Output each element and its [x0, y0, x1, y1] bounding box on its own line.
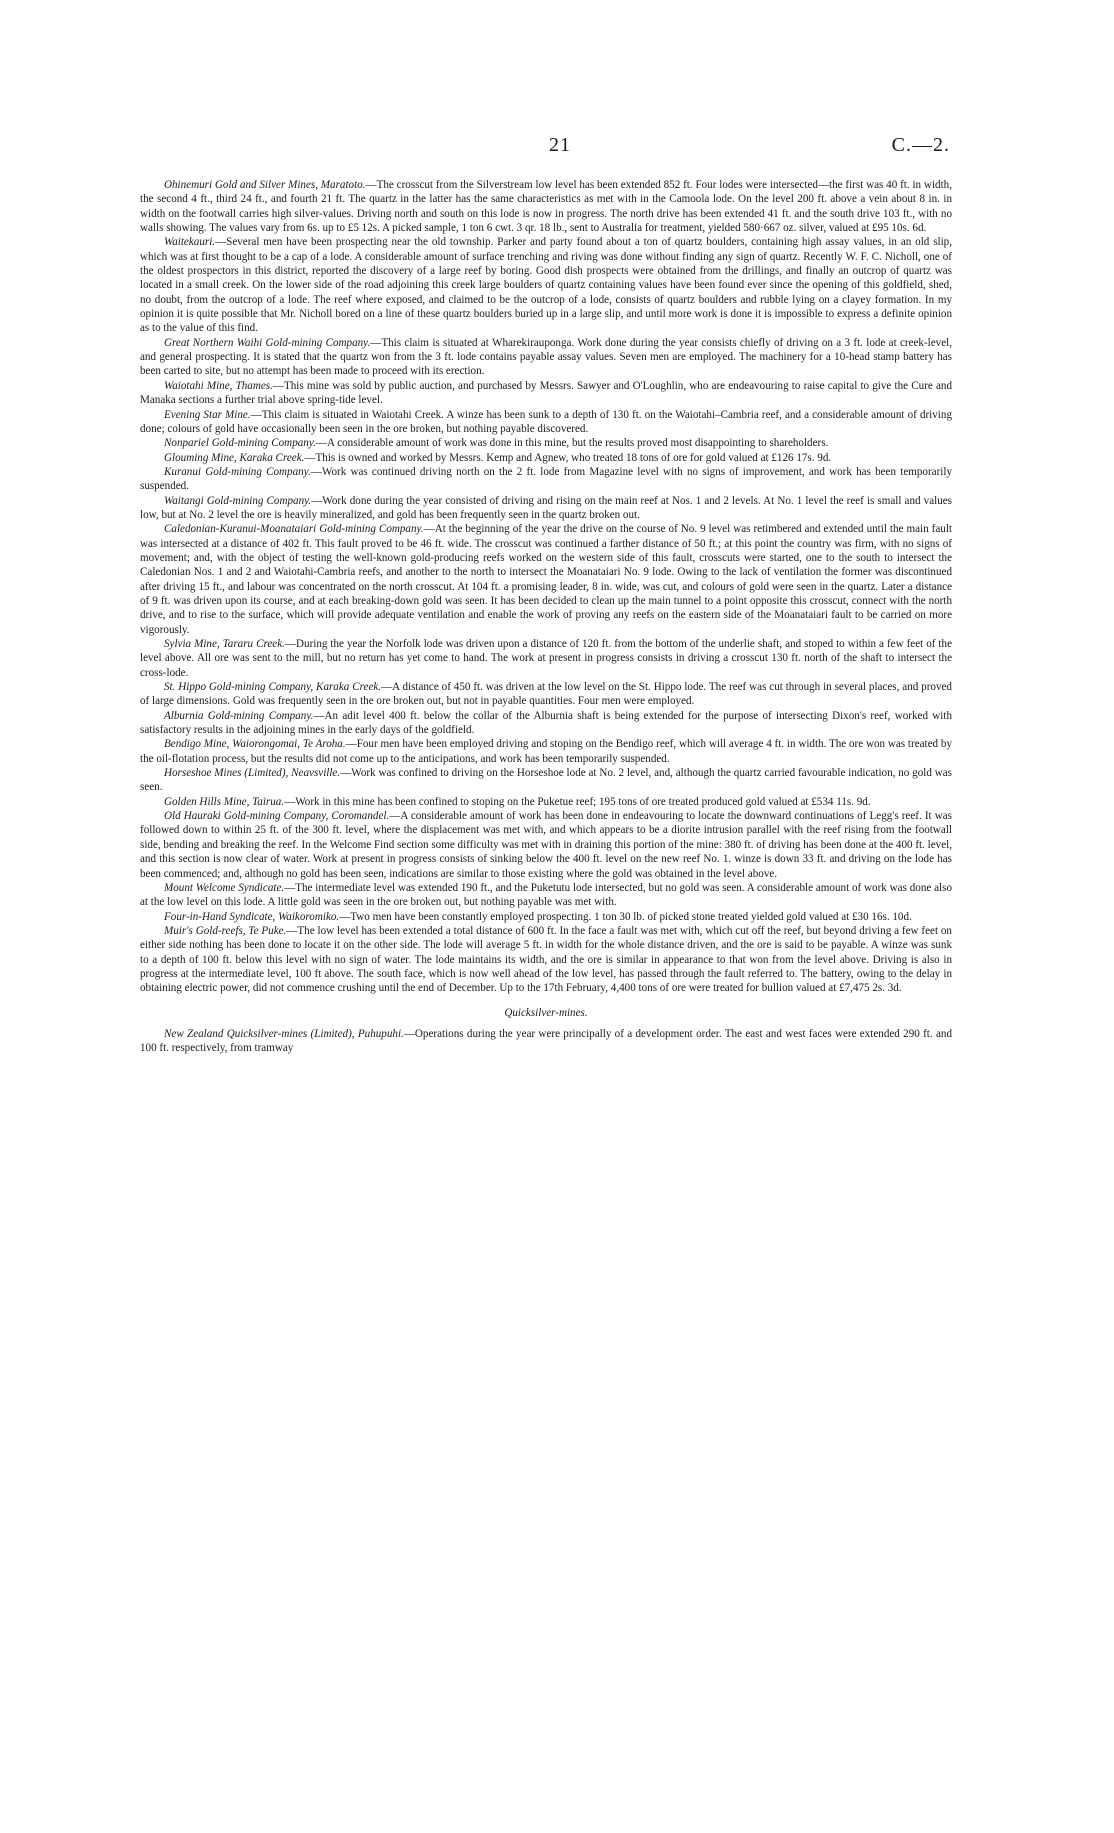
- mine-report-paragraph: [140, 494, 952, 523]
- paragraph-head: Bendigo Mine, Waiorongomai, Te Aroha.: [164, 738, 346, 751]
- paragraph-text: —This claim is situated in Waiotahi Creek. A winze has been sunk to a depth of 130 ft. on the Waiotahi–Cambria reef, and a considerable amount of driving done; colours of gold have occasionally been seen in the ore broken, but nothing payable discovered.: [140, 408, 952, 435]
- paragraph-text: —The intermediate level was extended 190 ft., and the Puketutu lode intersected, but no gold was seen. A considerable amount of work was done also at the low level on this lode. A little gold was seen in the ore broken out, but nothing payable was met with.: [140, 881, 952, 909]
- paragraph-head: Mount Welcome Syndicate.: [164, 881, 285, 894]
- paragraph-text: —A considerable amount of work has been done in endeavouring to locate the downward continuations of Legg's reef. It was followed down to within 25 ft. of the 300 ft. level, where the displacement was met with, and which appears to be a diorite intrusion parallel with the reef rising from the footwall side, bending and breaking the reef. In the Welcome Find section some difficulty was met with in draining this portion of the mine: 380 ft. of driving has been done at the 400 ft. level, and this section is now clear of water. Work at present in progress consists of sinking below the 400 ft. level on the new reef No. 1. winze is down 33 ft. and driving on the lode has been commenced; and, although no gold has been seen, indications are similar to those existing where the gold was obtained in the level above.: [140, 810, 952, 880]
- paragraph-head: Glouming Mine, Karaka Creek.: [164, 451, 305, 464]
- paragraph-head: Alburnia Gold-mining Company.: [164, 709, 314, 722]
- paragraph-text: —During the year the Norfolk lode was driven upon a distance of 120 ft. from the bottom of the underlie shaft, and stoped to within a few feet of the level above. All ore was sent to the mill, but no return has yet come to hand. The work at present in progress consists in driving a crosscut 130 ft. north of the shaft to intersect the cross-lode.: [140, 638, 952, 679]
- mine-report-paragraph: [140, 924, 952, 996]
- paragraph-text: —Work was confined to driving on the Horseshoe lode at No. 2 level, and, although the quartz carried favourable indication, no gold was seen.: [140, 767, 952, 794]
- paragraph-text: —A distance of 450 ft. was driven at the low level on the St. Hippo lode. The reef was cut through in several places, and proved of large dimensions. Gold was frequently seen in the ore broken out, but not in payable quantities. Four men were employed.: [140, 681, 952, 708]
- mine-report-paragraph: [140, 465, 952, 494]
- mine-report-paragraph: [140, 809, 952, 881]
- paragraph-head: Muir's Gold-reefs, Te Puke.: [164, 924, 287, 937]
- paragraph-head: Horseshoe Mines (Limited), Neavsville.: [164, 767, 341, 780]
- mine-report-paragraph: [140, 709, 952, 738]
- paragraph-head: Kuranui Gold-mining Company.: [164, 465, 311, 478]
- paragraph-text: —This is owned and worked by Messrs. Kemp and Agnew, who treated 18 tons of ore for gold valued at £126 17s. 9d.: [304, 451, 832, 464]
- mine-report-paragraph: [140, 436, 952, 450]
- mine-report-paragraph: [140, 737, 952, 766]
- mine-reports: [140, 178, 952, 996]
- mine-report-paragraph: [140, 910, 952, 924]
- paragraph-head: New Zealand Quicksilver-mines (Limited), Puhupuhi.: [164, 1027, 404, 1040]
- paragraph-head: Nonpariel Gold-mining Company.: [164, 437, 316, 450]
- paragraph-text: —This claim is situated at Wharekirauponga. Work done during the year consists chiefly of driving on a 3 ft. lode at creek-level, and general prospecting. It is stated that the quartz won from the 3 ft. lode contains payable assay values. Seven men are employed. The machinery for a 10-head stamp battery has been carted to site, but no attempt has been made to proceed with its erection.: [140, 336, 952, 378]
- paragraph-head: Great Northern Waihi Gold-mining Company.: [164, 336, 371, 349]
- paragraph-head: Golden Hills Mine, Tairua.: [164, 795, 285, 808]
- final-paragraph: [140, 1027, 952, 1056]
- mine-report-paragraph: [140, 795, 952, 809]
- paragraph-head: Evening Star Mine.: [164, 408, 251, 421]
- paragraph-head: Waitangi Gold-mining Company.: [164, 494, 312, 507]
- mine-report-paragraph: [140, 336, 952, 379]
- paragraph-text: —Two men have been constantly employed prospecting. 1 ton 30 lb. of picked stone treated yielded gold valued at £30 16s. 10d.: [339, 910, 912, 923]
- paragraph-text: —This mine was sold by public auction, and purchased by Messrs. Sawyer and O'Loughlin, who are endeavouring to raise capital to give the Cure and Manaka sections a further trial above spring-tide level.: [140, 379, 952, 407]
- mine-report-paragraph: [140, 379, 952, 408]
- paragraph-text: —The low level has been extended a total distance of 600 ft. In the face a fault was met with, which cut off the reef, but beyond driving a few feet on either side nothing has been done to locate it on the other side. The lode will average 5 ft. in width for the whole distance driven, and the ore is said to be payable. A winze was sunk to a depth of 100 ft. below this level with no sign of water. The lode maintains its width, and the ore is similar in appearance to that won from the level above. Driving is also in progress at the intermediate level, 100 ft above. The south face, which is now well ahead of the low level, has passed through the fault referred to. The battery, owing to the delay in obtaining electric power, did not commence crushing until the end of December. Up to the 17th February, 4,400 tons of ore were treated for bullion valued at £7,475 2s. 3d.: [140, 924, 952, 995]
- paragraph-head: Ohinemuri Gold and Silver Mines, Maratoto.: [164, 179, 366, 191]
- paragraph-text: —The crosscut from the Silverstream low level has been extended 852 ft. Four lodes were intersected—the first was 40 ft. in width, the second 4 ft., third 24 ft., and fourth 21 ft. The quartz in the latter has the same characteristics as met with in the Camoola lode. On the level 200 ft. above a vein about 8 in. in width on the footwall carries high silver-values. Driving north and south on this lode is now in progress. The north drive has been extended 41 ft. and the south drive 103 ft., with no walls showing. The values vary from 6s. up to £5 12s. A picked sample, 1 ton 6 cwt. 3 qr. 18 lb., sent to Australia for treatment, yielded 580·667 oz. silver, valued at £95 10s. 6d.: [140, 179, 952, 235]
- paragraph-text: —Work in this mine has been confined to stoping on the Puketue reef; 195 tons of ore treated produced gold valued at £534 11s. 9d.: [284, 795, 871, 808]
- mine-report-paragraph: [140, 680, 952, 709]
- paragraph-text: —Work done during the year consisted of driving and rising on the main reef at Nos. 1 and 2 levels. At No. 1 level the reef is small and values low, but at No. 2 level the ore is heavily mineralized, and gold has been frequently seen in the quartz broken out.: [140, 494, 952, 521]
- paragraph-text: —A considerable amount of work was done in this mine, but the results proved most disappointing to shareholders.: [315, 437, 829, 450]
- paragraph-text: —Several men have been prospecting near the old township. Parker and party found about a ton of quartz boulders, containing high assay values, in an old slip, which was at first thought to be a cap of a lode. A considerable amount of surface trenching and riving was done without finding any sign of quartz. Recently W. F. C. Nicholl, one of the oldest prospectors in this district, reported the discovery of a large reef by boring. Good dish prospects were obtained from the drillings, and finally an outcrop of quartz was located in a small creek. On the lower side of the road adjoining this creek large boulders of quartz containing values have been found ever since the opening of this goldfield, shed, no doubt, from the outcrop of a lode. The reef where exposed, and claimed to be the outcrop of a lode, consists of quartz boulders and rubble lying on a clayey formation. In my opinion it is quite possible that Mr. Nicholl bored on a line of these quartz boulders buried up in a large slip, and until more work is done it is impossible to express a definite opinion as to the value of this find.: [140, 236, 952, 335]
- mine-report-paragraph: [140, 451, 952, 465]
- paragraph-text: —At the beginning of the year the drive on the course of No. 9 level was retimbered and extended until the main fault was intersected at a distance of 402 ft. This fault proved to be 46 ft. wide. The crosscut was continued a farther distance of 50 ft.; at this point the country was firm, with no signs of movement; and, with the object of testing the well-known gold-producing reefs worked on the western side of this fault, crosscuts were started, one to the south to intersect the Caledonian Nos. 1 and 2 and Waiotahi-Cambria reefs, and another to the north to intersect the Moanataiari No. 9 lode. Owing to the lack of ventilation the former was discontinued after driving 15 ft., and labour was concentrated on the north crosscut. At 104 ft. a promising leader, 8 in. wide, was cut, and colours of gold were seen in the quartz. Later a distance of 9 ft. was driven upon its course, and at each breaking-down gold was seen. It has been decided to clean up the main tunnel to a point opposite this crosscut, connect with the north drive, and to rise to the surface, which will provide adequate ventilation and enable the work of proving any reefs on the eastern side of the Moanataiari fault to be carried on more vigorously.: [140, 523, 952, 636]
- page-body: [140, 178, 952, 1056]
- mine-report-paragraph: [140, 235, 952, 335]
- mine-report-paragraph: [140, 637, 952, 680]
- mine-report-paragraph: [140, 408, 952, 437]
- paragraph-head: Waitekauri.: [164, 236, 216, 249]
- section-heading: Quicksilver-mines.: [504, 1006, 588, 1019]
- paragraph-text: —Operations during the year were principally of a development order. The east and west faces were extended 290 ft. and 100 ft. respectively, from tramway: [140, 1027, 952, 1055]
- mine-report-paragraph: [140, 766, 952, 795]
- paragraph-head: St. Hippo Gold-mining Company, Karaka Creek.: [164, 681, 382, 694]
- paragraph-head: Sylvia Mine, Tararu Creek.: [164, 638, 285, 650]
- paragraph-head: Caledonian-Kuranui-Moanataiari Gold-mining Company.: [164, 523, 424, 536]
- mine-report-paragraph: [140, 522, 952, 637]
- document-code: C.—2.: [891, 134, 950, 156]
- paragraph-head: Old Hauraki Gold-mining Company, Coromandel.: [164, 810, 390, 823]
- paragraph-text: —Four men have been employed driving and stoping on the Bendigo reef, which will average 4 ft. in width. The ore won was treated by the oil-flotation process, but the results did not come up to the anticipations, and work has been temporarily suspended.: [140, 738, 952, 765]
- paragraph-text: —Work was continued driving north on the 2 ft. lode from Magazine level with no signs of improvement, and work has been temporarily suspended.: [140, 465, 952, 493]
- mine-report-paragraph: [140, 178, 952, 235]
- paragraph-head: Waiotahi Mine, Thames.: [164, 379, 273, 392]
- page-number: 21: [549, 134, 571, 156]
- paragraph-head: Four-in-Hand Syndicate, Waikoromiko.: [164, 910, 340, 923]
- mine-report-paragraph: [140, 881, 952, 910]
- paragraph-text: —An adit level 400 ft. below the collar of the Alburnia shaft is being extended for the purpose of intersecting Dixon's reef, worked with satisfactory results in the adjoining mines in the early days of the goldfield.: [140, 709, 953, 737]
